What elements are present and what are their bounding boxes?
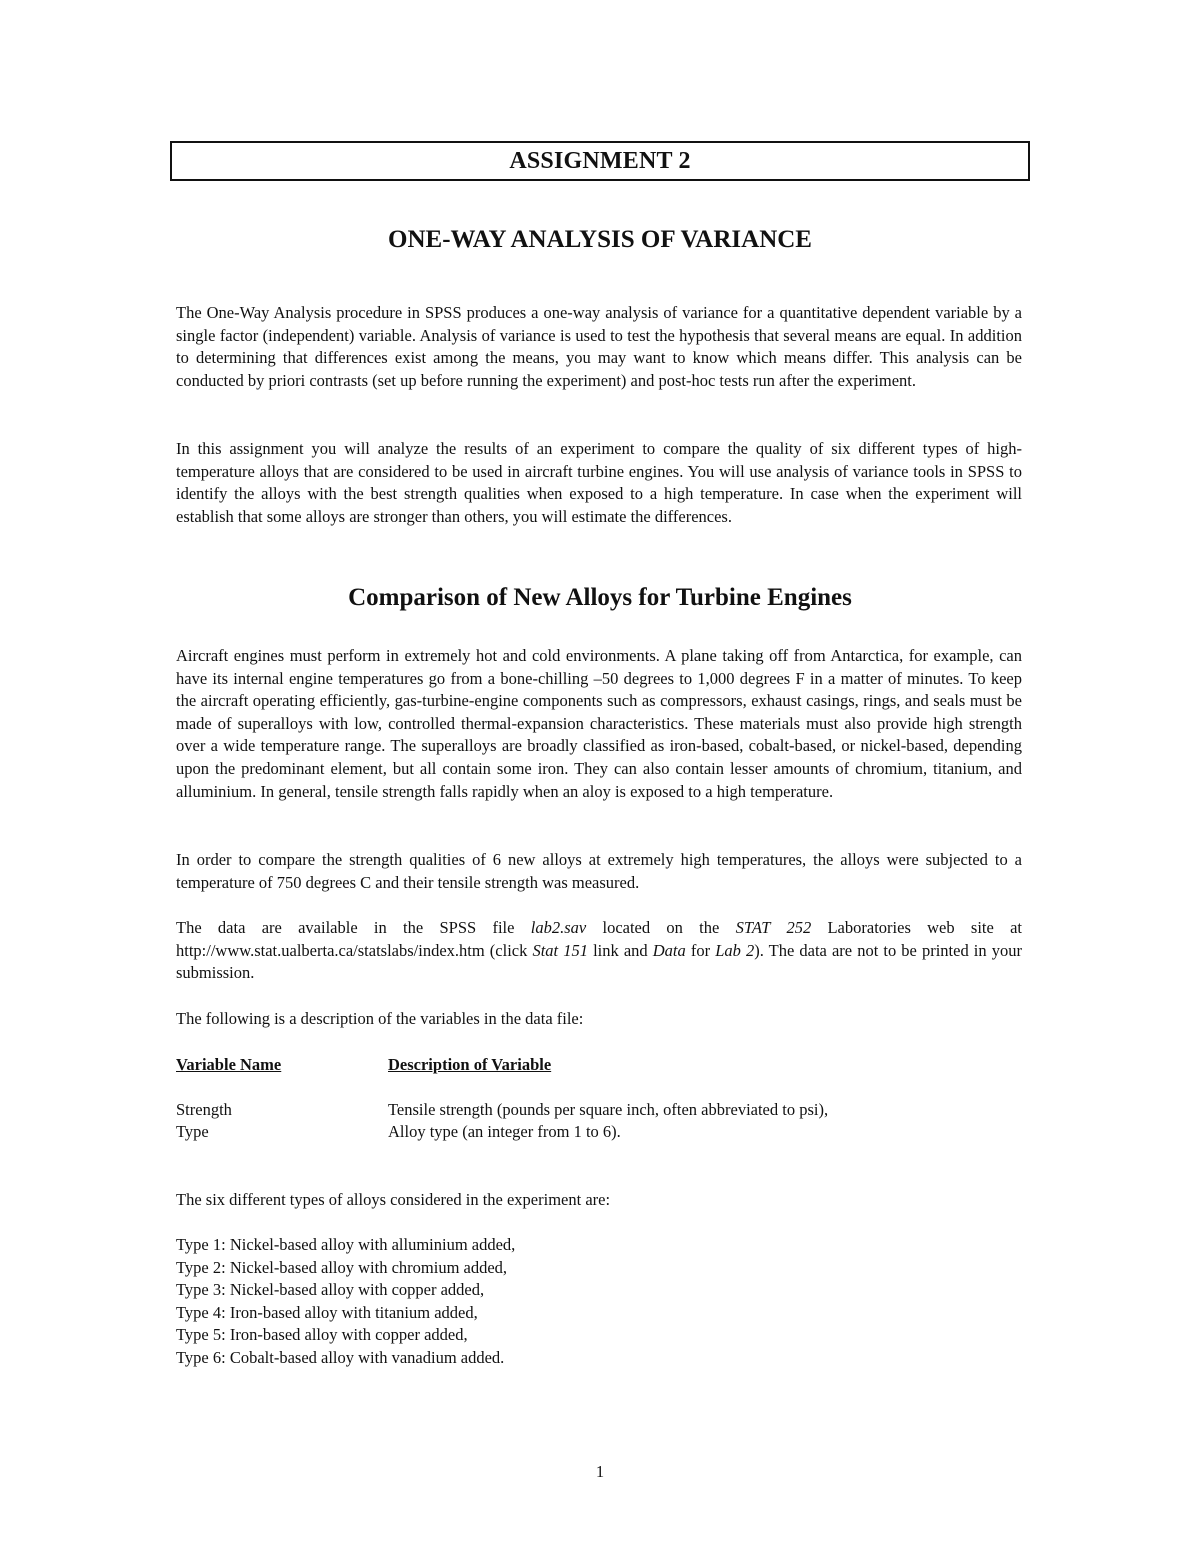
data-text-4: link and xyxy=(587,940,653,960)
data-text-5: for xyxy=(685,940,716,960)
data-file-name: lab2.sav xyxy=(530,918,587,937)
intro-paragraph-2: In this assignment you will analyze the results of an experiment to compare the quality of six different types of high-temperature alloys that are considered to be used in aircraft turbine engines. You will use analysis of variance tools in SPSS to identify the alloys with the best strength qualities when exposed to a high temperature. In case when the experiment will establish that some alloys are stronger than others, you will estimate the differences. xyxy=(176,439,1022,526)
list-item: Type 1: Nickel-based alloy with alluminium added, xyxy=(176,1235,516,1254)
alloy-types-list xyxy=(176,1234,515,1370)
variables-intro: The following is a description of the variables in the data file: xyxy=(176,1009,584,1028)
data-text-2: located on the xyxy=(586,918,736,937)
variable-name-header: Variable Name xyxy=(176,1055,282,1074)
variable-name: Strength xyxy=(176,1099,232,1119)
list-item: Type 2: Nickel-based alloy with chromium added, xyxy=(176,1257,508,1277)
assignment-title: ASSIGNMENT 2 xyxy=(170,141,1030,181)
list-item: Type 3: Nickel-based alloy with copper added, xyxy=(176,1280,485,1300)
variable-description-header: Description of Variable xyxy=(388,1055,552,1074)
variable-name: Type xyxy=(176,1122,209,1142)
variables-table-header xyxy=(176,1054,1022,1077)
list-item: Type 6: Cobalt-based alloy with vanadium added. xyxy=(176,1347,505,1367)
variables-table xyxy=(176,1054,1022,1144)
course-name: STAT 252 xyxy=(735,918,812,937)
data-text-3: Laboratories web site at http://www.stat.ualberta.ca/statslabs/index.htm (click xyxy=(176,918,1023,960)
intro-paragraph-1: The One-Way Analysis procedure in SPSS produces a one-way analysis of variance for a quantitative dependent variable by a single factor (independent) variable. Analysis of variance is used to test the hypothesis that several means are equal. In addition to determining that differences exist among the means, you may want to know which means differ. This analysis can be conducted by priori contrasts (set up before running the experiment) and post-hoc tests run after the experiment. xyxy=(176,303,1022,390)
data-text-6: ). The data are not to be printed in your submission. xyxy=(176,940,1022,983)
variable-description: Tensile strength (pounds per square inch, often abbreviated to psi), xyxy=(388,1099,829,1119)
data-text-1: The data are available in the SPSS file xyxy=(176,918,531,937)
table-row xyxy=(176,1121,1022,1144)
data-availability-paragraph xyxy=(176,917,1022,985)
variable-description: Alloy type (an integer from 1 to 6). xyxy=(388,1122,621,1142)
section-heading: Comparison of New Alloys for Turbine Engines xyxy=(348,584,852,611)
lab-name: Lab 2 xyxy=(715,940,755,960)
data-word: Data xyxy=(652,940,686,960)
page-number: 1 xyxy=(595,1462,605,1481)
section-paragraph-1: Aircraft engines must perform in extremely hot and cold environments. A plane taking off from Antarctica, for example, can have its internal engine temperatures go from a bone-chilling –50 degrees to 1,000 degrees F in a matter of minutes. To keep the aircraft operating efficiently, gas-turbine-engine components such as compressors, exhaust casings, rings, and seals must be made of superalloys with low, controlled thermal-expansion characteristics. These materials must also provide high strength over a wide temperature range. The superalloys are broadly classified as iron-based, cobalt-based, or nickel-based, depending upon the predominant element, but all contain some iron. They can also contain lesser amounts of chromium, titanium, and alluminium. In general, tensile strength falls rapidly when an aloy is exposed to a high temperature. xyxy=(176,646,1022,801)
list-item: Type 5: Iron-based alloy with copper added, xyxy=(176,1325,468,1345)
stat-link-text: Stat 151 xyxy=(532,940,588,960)
section-paragraph-2: In order to compare the strength qualities of 6 new alloys at extremely high temperatures, the alloys were subjected to a temperature of 750 degrees C and their tensile strength was measured. xyxy=(176,850,1022,892)
list-item: Type 4: Iron-based alloy with titanium added, xyxy=(176,1302,478,1322)
table-row xyxy=(176,1099,1022,1122)
main-heading: ONE-WAY ANALYSIS OF VARIANCE xyxy=(388,226,812,253)
alloy-types-intro: The six different types of alloys considered in the experiment are: xyxy=(176,1190,611,1209)
